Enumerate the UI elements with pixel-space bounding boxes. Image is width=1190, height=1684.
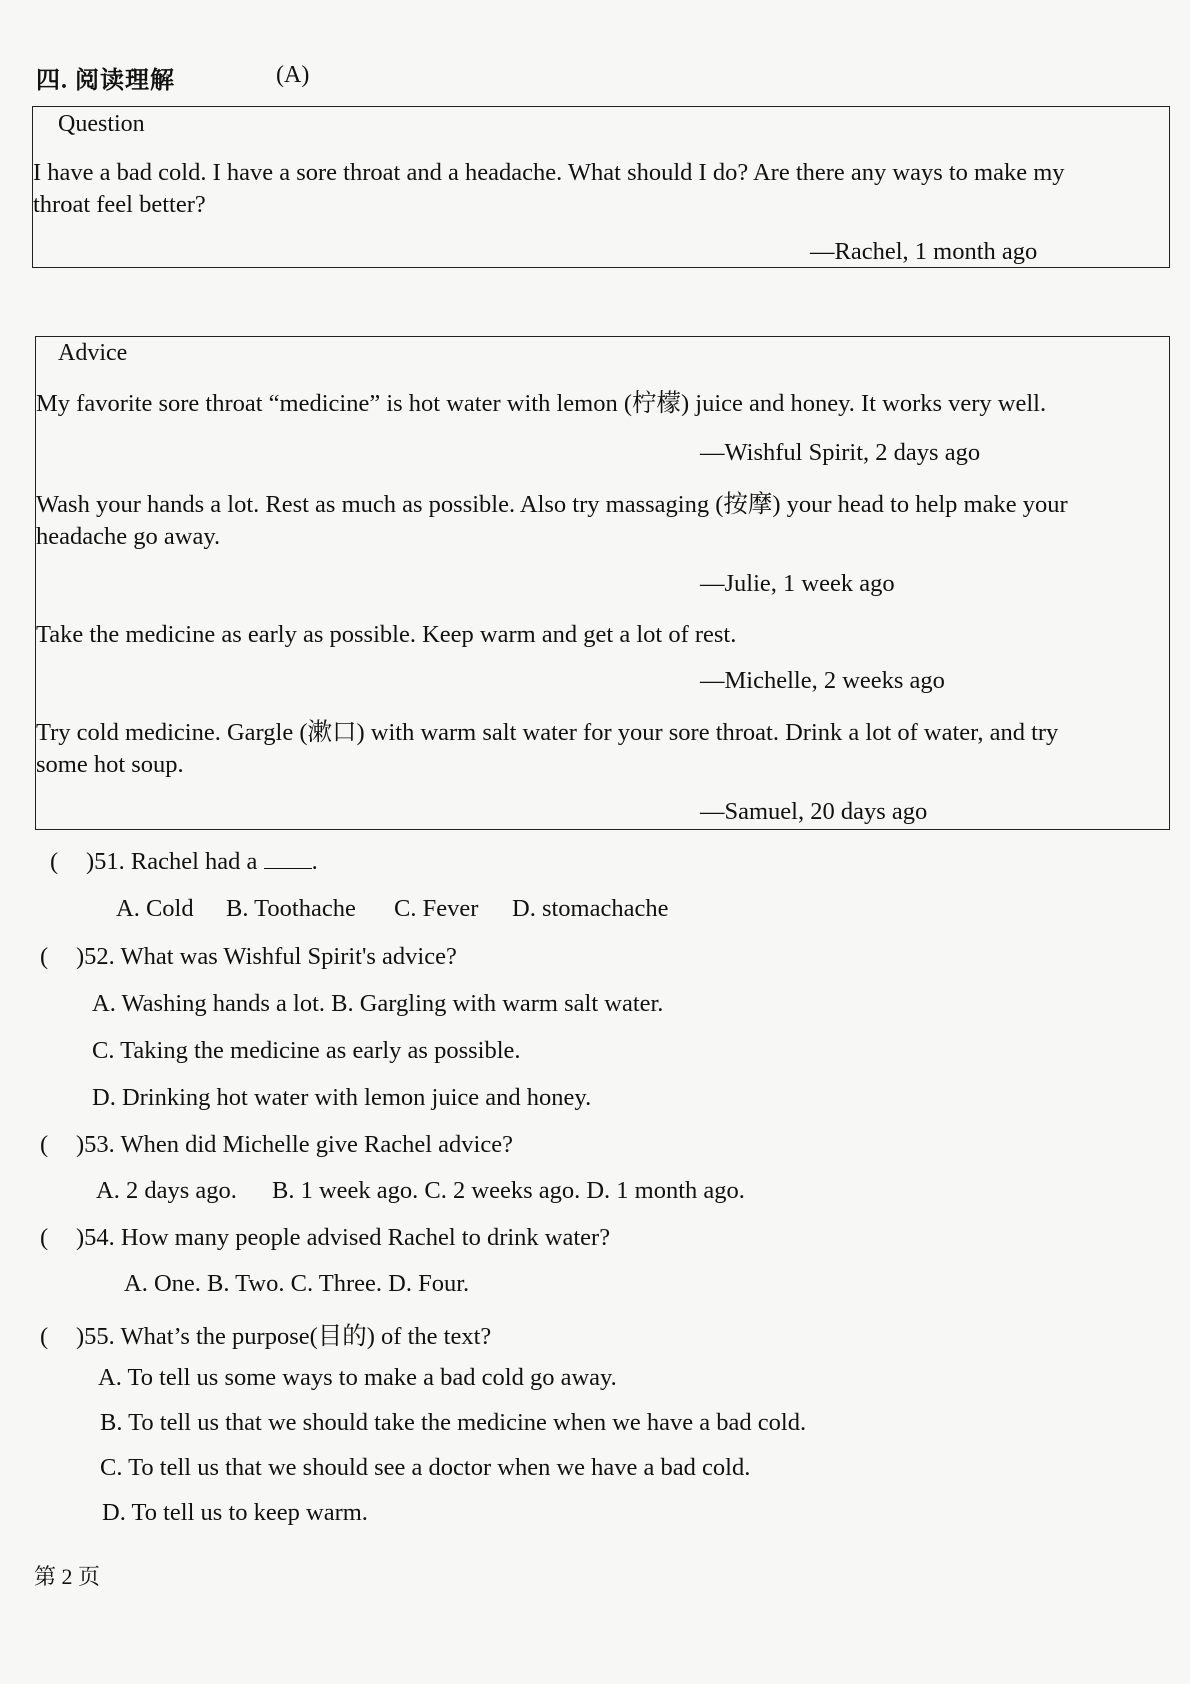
advice-1-signature: —Wishful Spirit, 2 days ago <box>700 439 981 466</box>
question-55-option-c: C. To tell us that we should see a doctor when we have a bad cold. <box>100 1454 751 1481</box>
advice-4-line2: some hot soup. <box>36 751 184 778</box>
question-55-stem: )55. What’s the purpose(目的) of the text? <box>76 1323 492 1350</box>
question-52-stem: )52. What was Wishful Spirit's advice? <box>76 943 457 970</box>
page-number: 第 2 页 <box>34 1564 101 1589</box>
advice-3-line1: Take the medicine as early as possible. Keep warm and get a lot of rest. <box>36 621 737 648</box>
question-54-options: A. One. B. Two. C. Three. D. Four. <box>124 1270 470 1297</box>
question-55 <box>40 1317 491 1352</box>
answer-paren[interactable]: ( <box>40 1224 49 1251</box>
question-52-option-c: C. Taking the medicine as early as possible. <box>92 1037 521 1064</box>
question-55-option-d: D. To tell us to keep warm. <box>102 1499 368 1526</box>
advice-2-line2: headache go away. <box>36 523 221 550</box>
advice-1-line1: My favorite sore throat “medicine” is hot water with lemon (柠檬) juice and honey. It works very well. <box>36 390 1047 417</box>
question-54-stem: )54. How many people advised Rachel to drink water? <box>76 1224 611 1251</box>
question-53 <box>40 1131 513 1159</box>
answer-paren[interactable]: ( <box>40 1131 49 1158</box>
question-51-stem: )51. Rachel had a <box>86 848 258 875</box>
advice-2-signature: —Julie, 1 week ago <box>700 570 895 597</box>
question-53-stem: )53. When did Michelle give Rachel advice? <box>76 1131 513 1158</box>
answer-paren[interactable]: ( <box>50 848 59 875</box>
question-text-line2: throat feel better? <box>33 191 206 218</box>
answer-paren[interactable]: ( <box>40 1323 49 1350</box>
question-51: ( )51. Rachel had a . <box>50 848 318 875</box>
question-51-option-d: D. stomachache <box>512 895 669 922</box>
question-54 <box>40 1224 610 1252</box>
question-51-option-c: C. Fever <box>394 895 479 922</box>
question-signature: —Rachel, 1 month ago <box>810 238 1038 265</box>
section-number: 四 <box>36 68 61 94</box>
question-53-option-a: A. 2 days ago. <box>96 1177 237 1204</box>
advice-label: Advice <box>58 340 128 366</box>
question-text-line1: I have a bad cold. I have a sore throat and a headache. What should I do? Are there any ways to make my <box>33 159 1065 186</box>
advice-3-signature: —Michelle, 2 weeks ago <box>700 667 945 694</box>
question-51-option-a: A. Cold <box>116 895 194 922</box>
answer-paren[interactable]: ( <box>40 943 49 970</box>
section-part: (A) <box>276 62 310 88</box>
advice-4-line1: Try cold medicine. Gargle (漱口) with warm salt water for your sore throat. Drink a lot of water, and try <box>36 719 1059 746</box>
question-label: Question <box>58 111 145 137</box>
question-52-option-ab: A. Washing hands a lot. B. Gargling with warm salt water. <box>92 990 664 1017</box>
question-52 <box>40 943 457 971</box>
advice-4-signature: —Samuel, 20 days ago <box>700 798 928 825</box>
question-55-option-a: A. To tell us some ways to make a bad cold go away. <box>98 1364 617 1391</box>
question-53-option-bcd: B. 1 week ago. C. 2 weeks ago. D. 1 month ago. <box>272 1177 745 1204</box>
answer-blank[interactable] <box>264 848 312 869</box>
section-heading: 四. 阅读理解 <box>36 68 175 94</box>
question-51-option-b: B. Toothache <box>226 895 356 922</box>
question-52-option-d: D. Drinking hot water with lemon juice and honey. <box>92 1084 592 1111</box>
section-title: 阅读理解 <box>75 68 175 94</box>
question-55-option-b: B. To tell us that we should take the medicine when we have a bad cold. <box>100 1409 807 1436</box>
advice-2-line1: Wash your hands a lot. Rest as much as possible. Also try massaging (按摩) your head to help make your <box>36 491 1068 518</box>
